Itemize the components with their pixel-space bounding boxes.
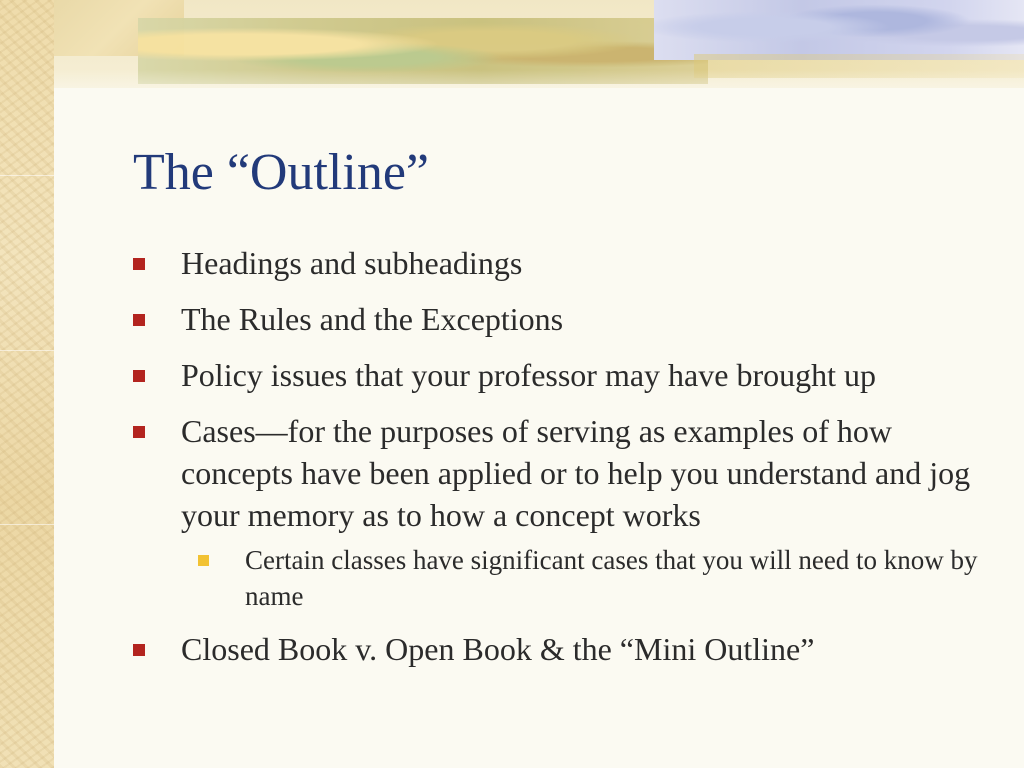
bullet-item bbox=[133, 242, 993, 284]
bullet-text: Headings and subheadings bbox=[181, 245, 523, 281]
square-bullet-icon bbox=[133, 258, 145, 270]
strip-seam bbox=[0, 175, 54, 176]
bullet-item bbox=[133, 298, 993, 340]
bullet-item bbox=[133, 354, 993, 396]
square-bullet-icon bbox=[133, 644, 145, 656]
banner-fade bbox=[54, 70, 1024, 110]
strip-seam bbox=[0, 350, 54, 351]
square-bullet-icon bbox=[133, 370, 145, 382]
bullet-list bbox=[133, 242, 993, 684]
bullet-text: Cases—for the purposes of serving as examples of how concepts have been applied or to help you understand and jog your memory as to how a concept works bbox=[181, 413, 971, 533]
bullet-item bbox=[133, 628, 993, 670]
slide-title: The “Outline” bbox=[133, 144, 429, 201]
left-decorative-strip bbox=[0, 0, 54, 768]
sub-bullet-list bbox=[181, 542, 993, 614]
bullet-item bbox=[133, 410, 993, 614]
strip-seam bbox=[0, 524, 54, 525]
square-bullet-icon bbox=[133, 314, 145, 326]
sub-bullet-text: Certain classes have significant cases that you will need to know by name bbox=[245, 545, 978, 611]
square-bullet-icon bbox=[133, 426, 145, 438]
square-sub-bullet-icon bbox=[198, 555, 209, 566]
banner-blue-image bbox=[654, 0, 1024, 60]
bullet-text: Policy issues that your professor may have brought up bbox=[181, 357, 876, 393]
sub-bullet-item bbox=[181, 542, 993, 614]
bullet-text: The Rules and the Exceptions bbox=[181, 301, 564, 337]
bullet-text: Closed Book v. Open Book & the “Mini Outline” bbox=[181, 631, 815, 667]
